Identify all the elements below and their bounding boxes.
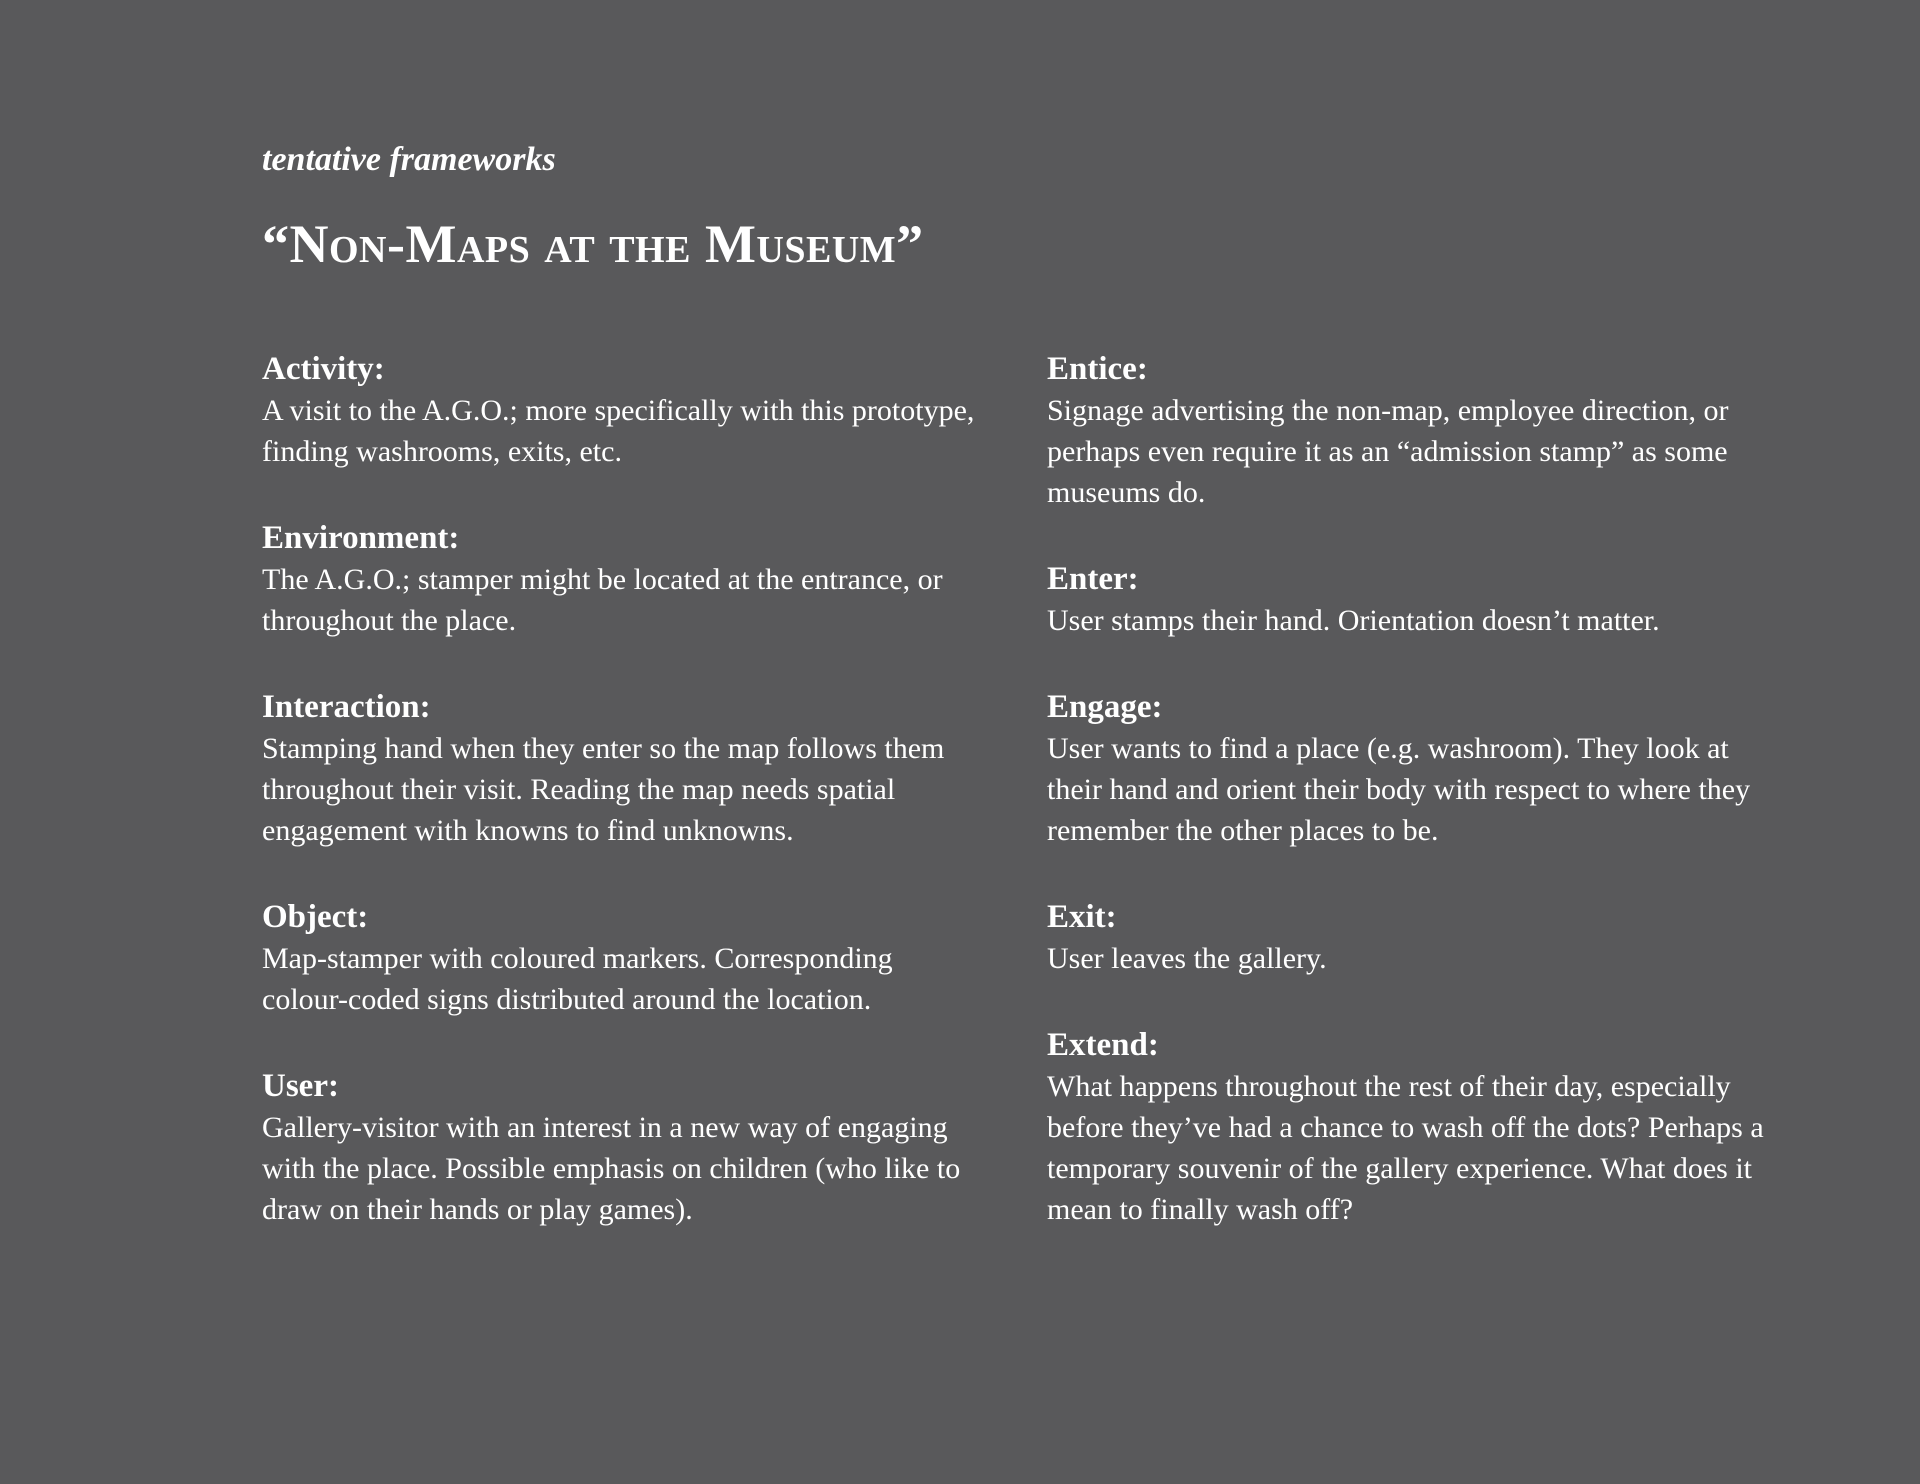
framework-item-enter xyxy=(1047,558,1767,641)
section-kicker: tentative frameworks xyxy=(262,141,556,178)
framework-item-interaction xyxy=(262,686,982,851)
framework-body: User stamps their hand. Orientation doesn’t matter. xyxy=(1047,604,1660,637)
framework-body: Gallery-visitor with an interest in a new way of engaging with the place. Possible emphasis on children (who like to draw on their hands or play games). xyxy=(262,1111,961,1226)
framework-heading: Interaction: xyxy=(262,689,431,725)
framework-body: Signage advertising the non-map, employee direction, or perhaps even require it as an “admission stamp” as some museums do. xyxy=(1047,394,1729,509)
framework-item-object xyxy=(262,896,982,1020)
framework-item-activity xyxy=(262,348,982,472)
framework-heading: Enter: xyxy=(1047,561,1139,597)
framework-heading: Entice: xyxy=(1047,351,1148,387)
framework-body: User leaves the gallery. xyxy=(1047,942,1327,975)
framework-item-environment xyxy=(262,517,982,641)
page-title: “Non-Maps at the Museum” xyxy=(262,214,924,274)
framework-heading: Environment: xyxy=(262,520,460,556)
framework-heading: Extend: xyxy=(1047,1027,1159,1063)
framework-body: Stamping hand when they enter so the map follows them throughout their visit. Reading the map needs spatial engagement with knowns to find unknowns. xyxy=(262,732,945,847)
framework-body: User wants to find a place (e.g. washroom). They look at their hand and orient their body with respect to where they remember the other places to be. xyxy=(1047,732,1751,847)
framework-heading: User: xyxy=(262,1068,339,1104)
framework-item-entice xyxy=(1047,348,1767,513)
framework-body: Map-stamper with coloured markers. Corresponding colour-coded signs distributed around the location. xyxy=(262,942,893,1016)
framework-item-extend xyxy=(1047,1024,1767,1230)
framework-heading: Exit: xyxy=(1047,899,1117,935)
framework-item-engage xyxy=(1047,686,1767,851)
framework-item-user xyxy=(262,1065,982,1230)
framework-heading: Object: xyxy=(262,899,369,935)
framework-body: The A.G.O.; stamper might be located at the entrance, or throughout the place. xyxy=(262,563,943,637)
framework-heading: Engage: xyxy=(1047,689,1163,725)
framework-body: What happens throughout the rest of their day, especially before they’ve had a chance to wash off the dots? Perhaps a temporary souvenir of the gallery experience. What does it mean to finally wash off? xyxy=(1047,1070,1764,1226)
framework-item-exit xyxy=(1047,896,1767,979)
framework-heading: Activity: xyxy=(262,351,385,387)
framework-body: A visit to the A.G.O.; more specifically with this prototype, finding washrooms, exits, etc. xyxy=(262,394,975,468)
